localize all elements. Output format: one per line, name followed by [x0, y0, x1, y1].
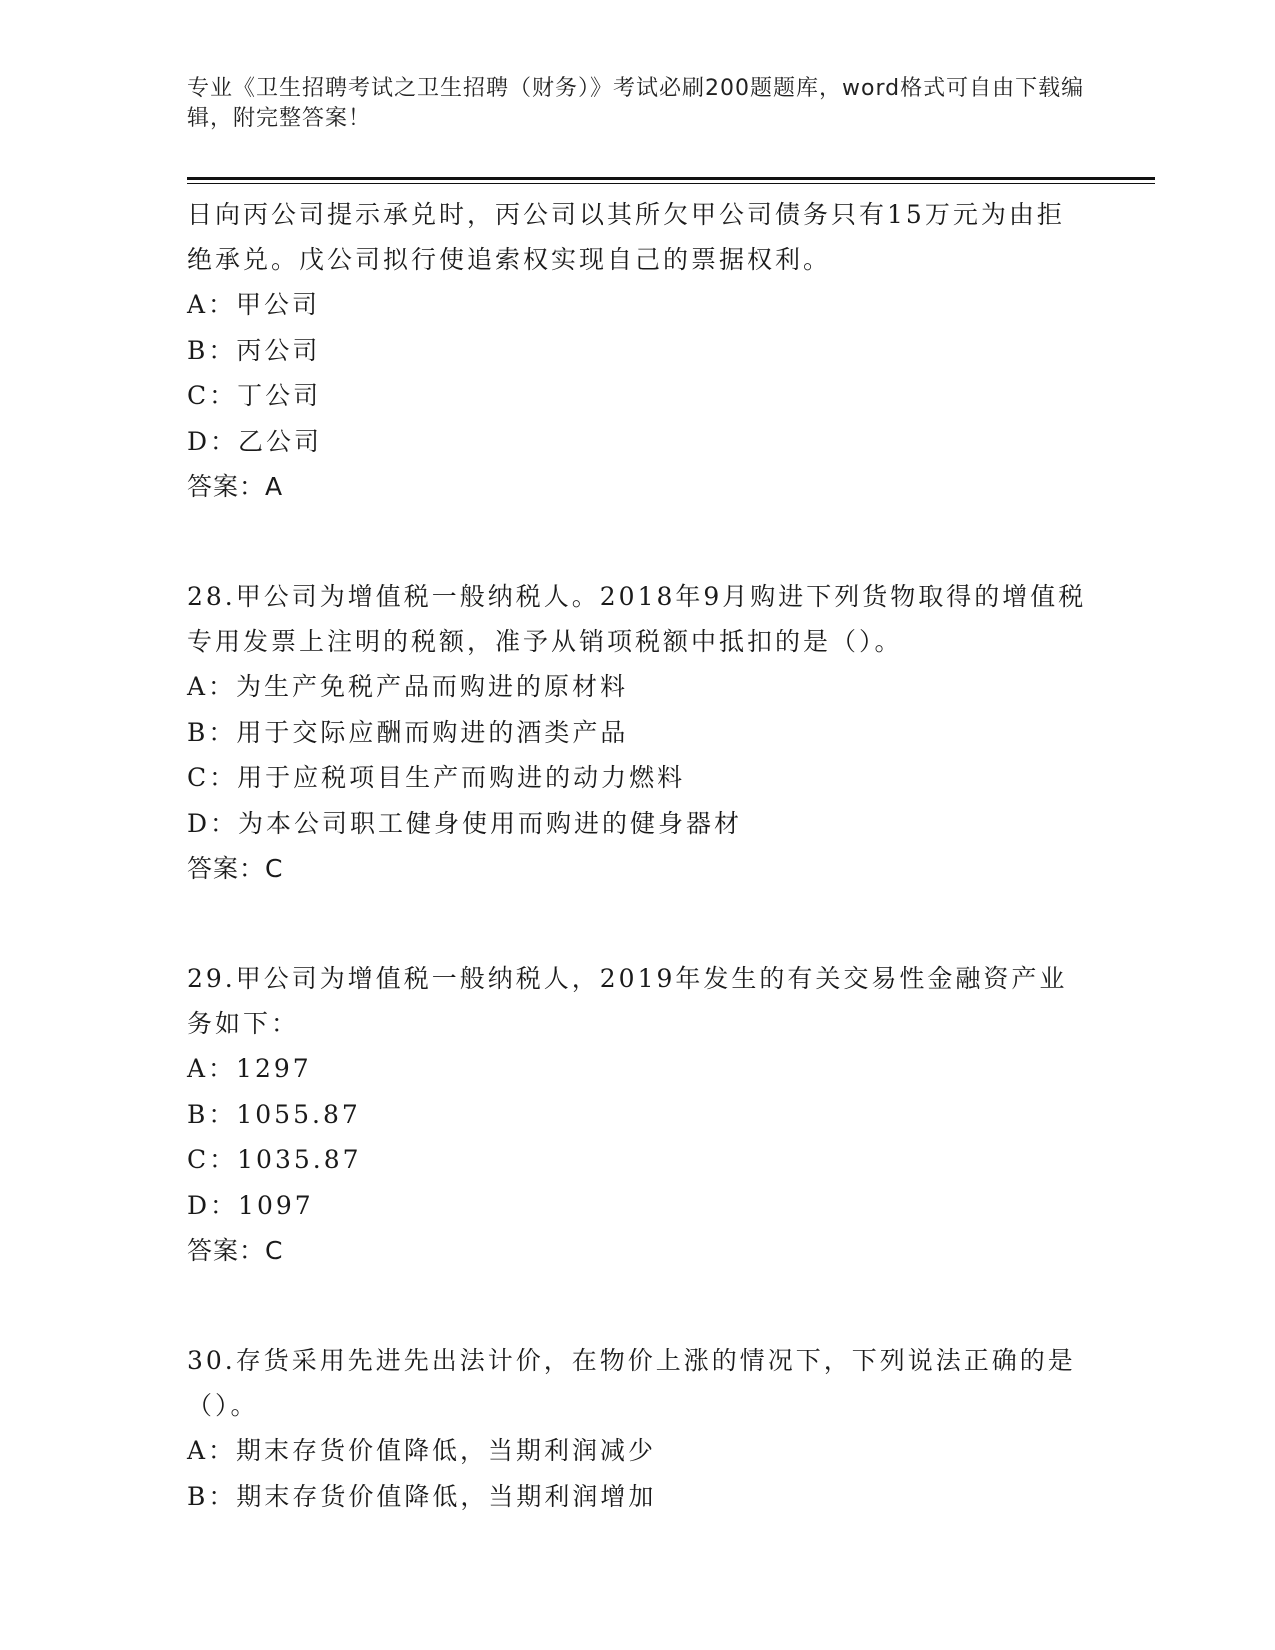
option-b: B：1055.87 [187, 1099, 361, 1129]
question-block [187, 574, 1087, 892]
option-d: D：乙公司 [187, 426, 323, 456]
question-gap [187, 510, 1087, 574]
question-gap [187, 1274, 1087, 1338]
question-text: 28.甲公司为增值税一般纳税人。2018年9月购进下列货物取得的增值税专用发票上注明的税额，准予从销项税额中抵扣的是（）。 [187, 582, 1087, 656]
option-b: B：丙公司 [187, 335, 321, 365]
question-list [187, 192, 1087, 1519]
question-text: 日向丙公司提示承兑时，丙公司以其所欠甲公司债务只有15万元为由拒绝承兑。戊公司拟行使追索权实现自己的票据权利。 [187, 200, 1065, 274]
question-text: 29.甲公司为增值税一般纳税人，2019年发生的有关交易性金融资产业务如下： [187, 964, 1068, 1038]
option-d: D：1097 [187, 1190, 314, 1220]
question-text: 30.存货采用先进先出法计价，在物价上涨的情况下，下列说法正确的是（）。 [187, 1346, 1076, 1420]
answer: 答案：C [187, 854, 284, 883]
option-b: B：期末存货价值降低，当期利润增加 [187, 1481, 657, 1511]
option-c: C：1035.87 [187, 1145, 362, 1174]
header-rule-thin [187, 183, 1155, 184]
question-block [187, 192, 1087, 510]
answer: 答案：C [187, 1236, 284, 1265]
option-a: A：期末存货价值降低，当期利润减少 [187, 1436, 657, 1465]
option-c: C：丁公司 [187, 381, 322, 410]
option-b: B：用于交际应酬而购进的酒类产品 [187, 717, 629, 747]
question-block [187, 956, 1087, 1274]
question-block [187, 1338, 1087, 1519]
answer: 答案：A [187, 472, 284, 501]
option-a: A：1297 [187, 1054, 312, 1083]
option-d: D：为本公司职工健身使用而购进的健身器材 [187, 808, 743, 838]
option-c: C：用于应税项目生产而购进的动力燃料 [187, 763, 686, 792]
page-header: 专业《卫生招聘考试之卫生招聘（财务）》考试必刷200题题库，word格式可自由下载编辑，附完整答案！ [187, 76, 1085, 131]
option-a: A：甲公司 [187, 290, 321, 319]
header-rule-thick [187, 177, 1155, 180]
option-a: A：为生产免税产品而购进的原材料 [187, 672, 629, 701]
question-gap [187, 892, 1087, 956]
